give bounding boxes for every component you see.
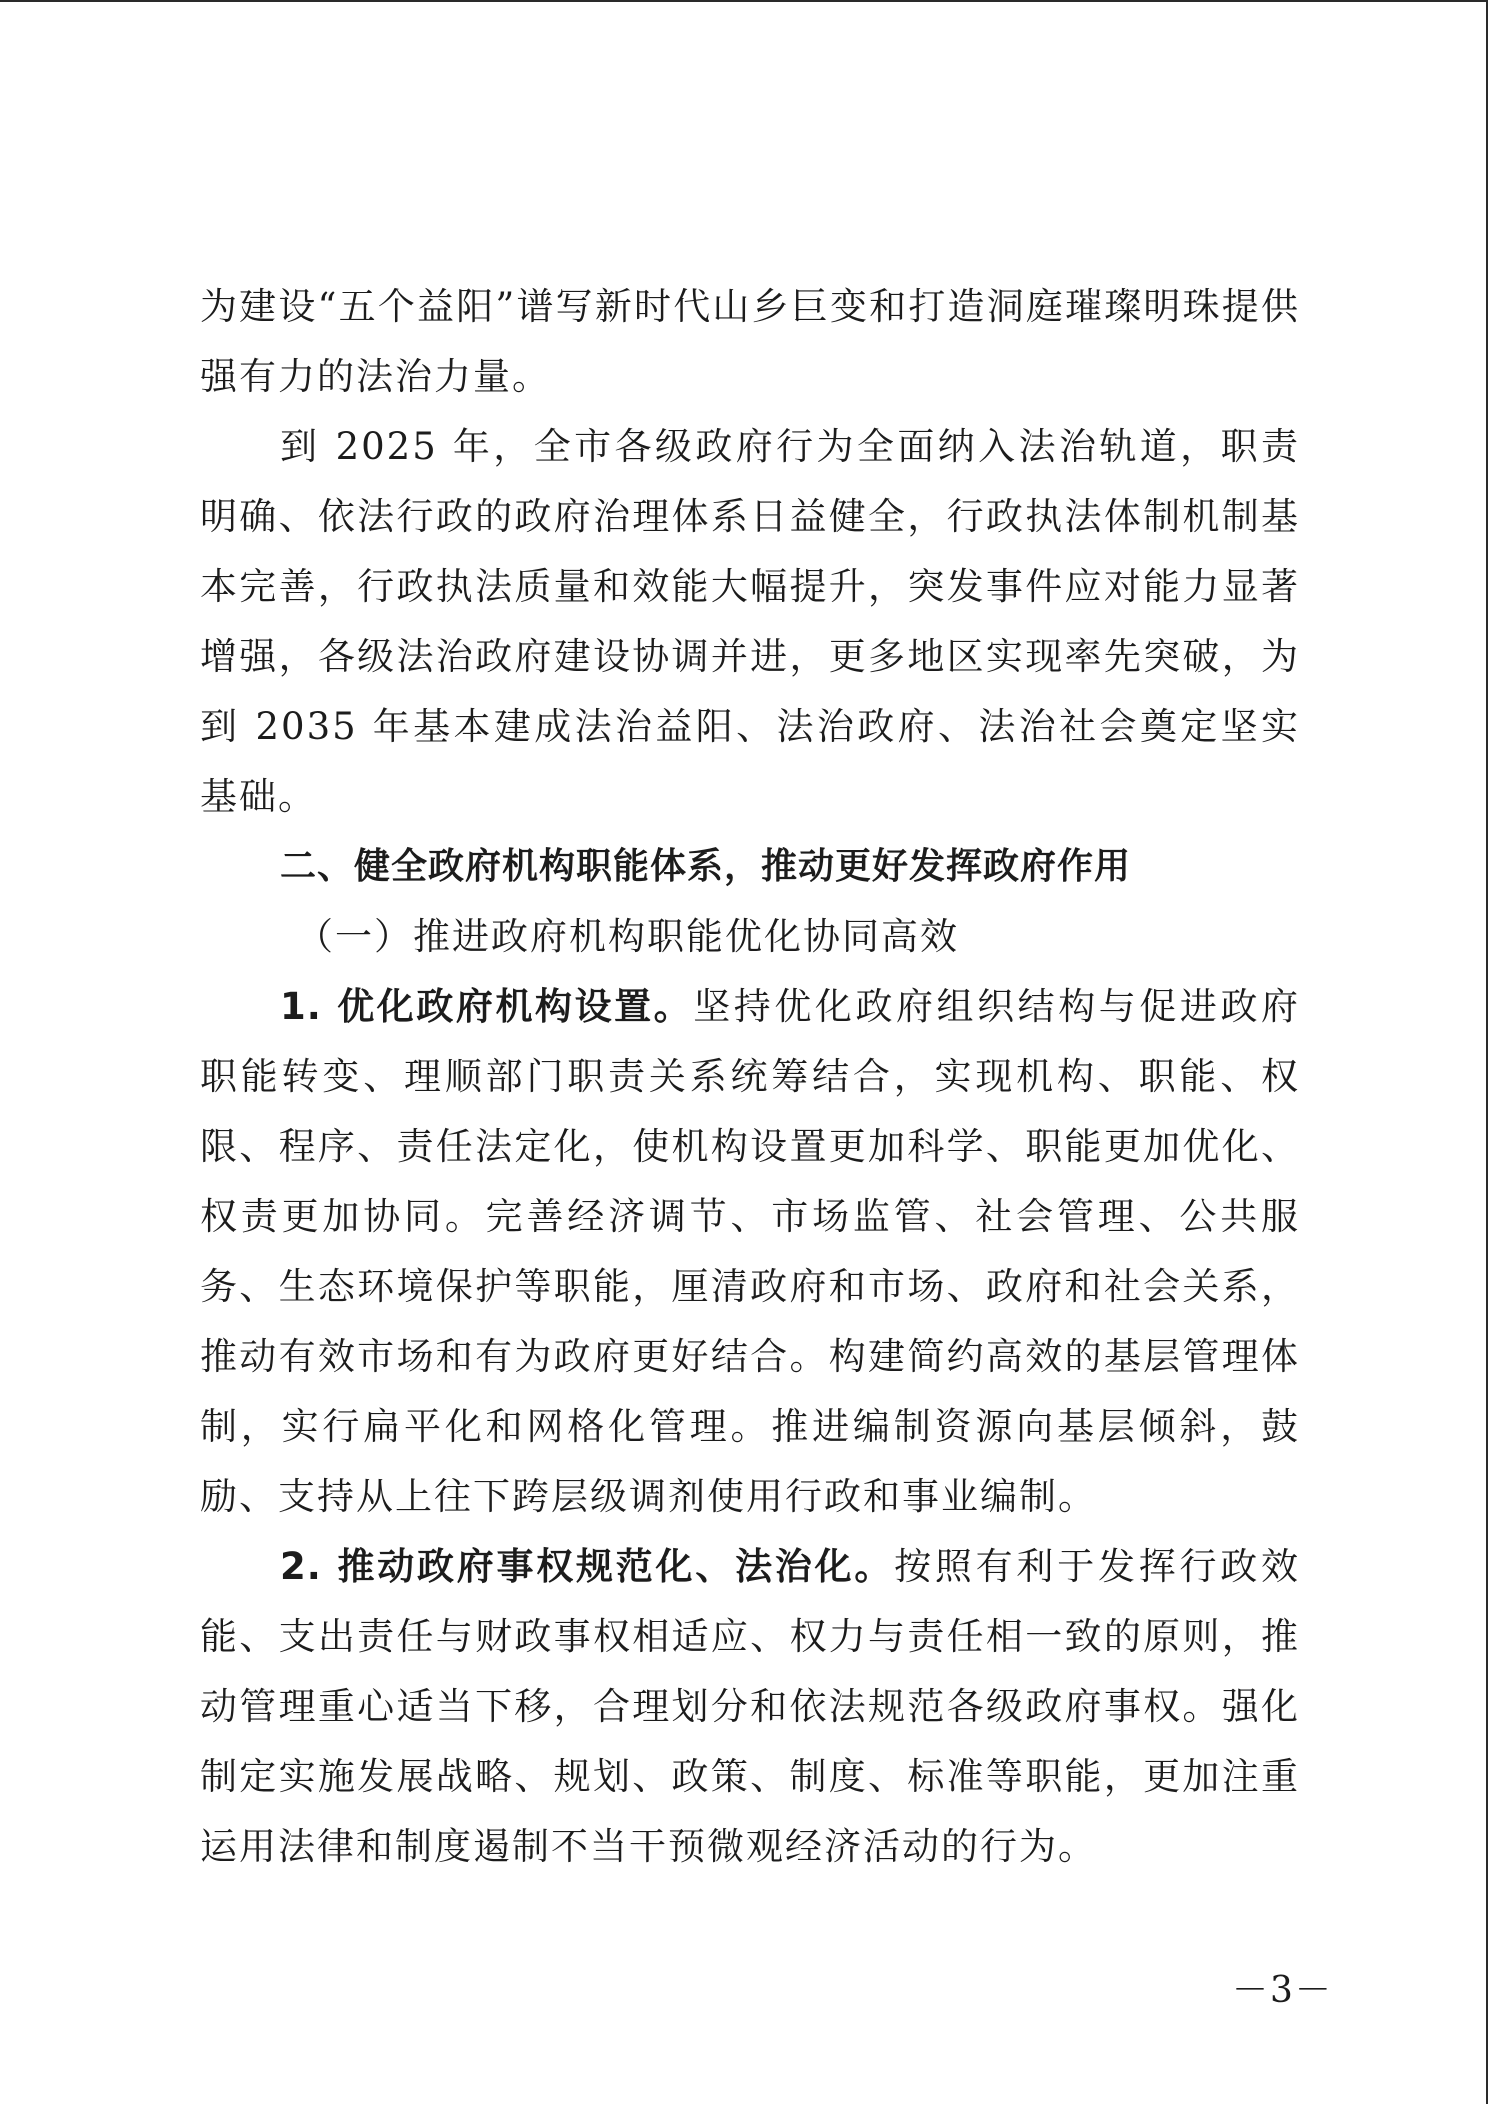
document-body	[200, 272, 1300, 1882]
item-1-lead: 1. 优化政府机构设置。	[280, 985, 694, 1028]
subsection-heading: （一）推进政府机构职能优化协同高效	[296, 915, 959, 958]
page-number: －3－	[1232, 1970, 1333, 2011]
item-2-lead: 2. 推动政府事权规范化、法治化。	[280, 1545, 895, 1588]
paragraph-goals-2025: 到 2025 年，全市各级政府行为全面纳入法治轨道，职责明确、依法行政的政府治理体系日益健全，行政执法体制机制基本完善，行政执法质量和效能大幅提升，突发事件应对能力显著增强，各级法治政府建设协调并进，更多地区实现率先突破，为到 2035 年基本建成法治益阳、法治政府、法治社会奠定坚实基础。	[200, 425, 1300, 818]
item-2-paragraph	[200, 1532, 1300, 1882]
paragraph-continuation: 为建设“五个益阳”谱写新时代山乡巨变和打造洞庭璀璨明珠提供强有力的法治力量。	[200, 285, 1300, 398]
page-border-top	[0, 0, 1488, 2]
item-2-body: 按照有利于发挥行政效能、支出责任与财政事权相适应、权力与责任相一致的原则，推动管理重心适当下移，合理划分和依法规范各级政府事权。强化制定实施发展战略、规划、政策、制度、标准等职能，更加注重运用法律和制度遏制不当干预微观经济活动的行为。	[200, 1545, 1301, 1868]
item-1-paragraph	[200, 972, 1300, 1532]
section-heading: 二、健全政府机构职能体系，推动更好发挥政府作用	[280, 846, 1132, 887]
item-1-body: 坚持优化政府组织结构与促进政府职能转变、理顺部门职责关系统筹结合，实现机构、职能、权限、程序、责任法定化，使机构设置更加科学、职能更加优化、权责更加协同。完善经济调节、市场监管、社会管理、公共服务、生态环境保护等职能，厘清政府和市场、政府和社会关系，推动有效市场和有为政府更好结合。构建简约高效的基层管理体制，实行扁平化和网格化管理。推进编制资源向基层倾斜，鼓励、支持从上往下跨层级调剂使用行政和事业编制。	[200, 985, 1300, 1518]
